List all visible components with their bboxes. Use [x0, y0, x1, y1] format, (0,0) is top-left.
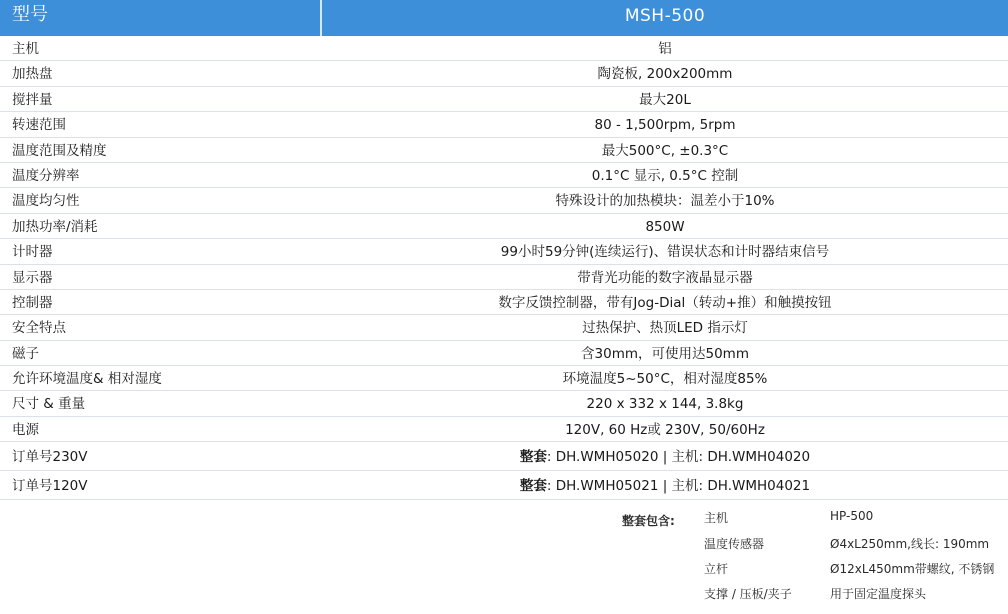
table-row	[0, 112, 1008, 137]
spec-value: 铝	[658, 41, 672, 57]
includes-item-name: 主机	[704, 511, 729, 525]
order-value	[322, 471, 1008, 499]
table-row	[0, 188, 1008, 213]
order-value	[322, 442, 1008, 470]
spec-value: 数字反馈控制器，带有Jog-Dial（转动+推）和触摸按钮	[498, 294, 832, 311]
spec-value: 特殊设计的加热模块：温差小于10%	[555, 193, 775, 210]
includes-item	[0, 560, 1008, 585]
includes-item	[0, 585, 1008, 610]
includes-item-value: Ø4xL250mm,线长: 190mm	[830, 537, 990, 551]
spec-value: 220 x 332 x 144, 3.8kg	[586, 396, 744, 413]
table-header	[0, 0, 1008, 36]
table-row	[0, 163, 1008, 188]
includes-item-name: 支撑 / 压板/夹子	[704, 587, 792, 601]
includes-label: 整套包含:	[622, 514, 675, 528]
spec-value: 120V, 60 Hz或 230V, 50/60Hz	[565, 421, 765, 438]
spec-value: 陶瓷板, 200x200mm	[597, 66, 733, 83]
spec-key: 主机	[12, 41, 39, 57]
spec-key: 磁子	[12, 345, 39, 362]
table-row	[0, 138, 1008, 163]
spec-key: 电源	[12, 421, 39, 438]
order-key: 订单号120V	[12, 478, 88, 495]
spec-key: 温度分辨率	[12, 167, 80, 184]
spec-value: 过热保护、热顶LED 指示灯	[582, 320, 748, 337]
includes-item-name: 立杆	[704, 562, 729, 576]
spec-key: 加热功率/消耗	[12, 218, 98, 235]
includes-item	[0, 535, 1008, 560]
includes-item	[0, 509, 1008, 534]
spec-value: 含30mm，可使用达50mm	[581, 345, 749, 362]
includes-item-value: HP-500	[830, 509, 874, 523]
spec-key: 计时器	[12, 244, 53, 261]
table-row	[0, 391, 1008, 416]
spec-key: 加热盘	[12, 66, 53, 83]
table-row	[0, 36, 1008, 61]
spec-value: 80 - 1,500rpm, 5rpm	[594, 117, 736, 134]
spec-value: 最大20L	[639, 91, 691, 108]
table-row	[0, 265, 1008, 290]
spec-key: 转速范围	[12, 117, 66, 134]
order-row-120v	[0, 471, 1008, 500]
spec-value: 最大500°C, ±0.3°C	[601, 142, 729, 159]
order-set-label: 整套	[519, 478, 547, 495]
includes-item-name: 温度传感器	[704, 537, 765, 551]
order-key: 订单号230V	[12, 449, 88, 466]
spec-key: 温度范围及精度	[12, 142, 107, 159]
header-model-label: 型号	[0, 0, 322, 36]
order-numbers: : DH.WMH05020 | 主机: DH.WMH04020	[546, 449, 811, 466]
includes-item-value: 用于固定温度探头	[830, 587, 927, 601]
spec-key: 搅拌量	[12, 91, 53, 108]
table-row	[0, 239, 1008, 264]
spec-key: 安全特点	[12, 320, 66, 337]
spec-key: 允许环境温度& 相对湿度	[12, 371, 162, 388]
table-row	[0, 366, 1008, 391]
table-row	[0, 61, 1008, 86]
order-row-230v	[0, 442, 1008, 471]
spec-key: 显示器	[12, 269, 53, 286]
header-model-value: MSH-500	[624, 6, 706, 26]
table-row	[0, 417, 1008, 442]
order-set-label: 整套	[519, 449, 547, 466]
spec-key: 控制器	[12, 294, 53, 311]
spec-value: 带背光功能的数字液晶显示器	[577, 269, 753, 286]
table-row	[0, 290, 1008, 315]
table-row	[0, 341, 1008, 366]
table-row	[0, 214, 1008, 239]
spec-key: 温度均匀性	[12, 193, 80, 210]
spec-value: 0.1°C 显示, 0.5°C 控制	[591, 167, 739, 184]
spec-value: 环境温度5~50°C，相对湿度85%	[562, 371, 768, 388]
spec-key: 尺寸 & 重量	[12, 396, 86, 413]
table-row	[0, 315, 1008, 340]
table-row	[0, 87, 1008, 112]
order-numbers: : DH.WMH05021 | 主机: DH.WMH04021	[546, 478, 811, 495]
includes-item-value: Ø12xL450mm带螺纹, 不锈钢	[830, 562, 995, 576]
spec-value: 850W	[645, 218, 685, 235]
spec-value: 99小时59分钟(连续运行)、错误状态和计时器结束信号	[500, 244, 830, 261]
